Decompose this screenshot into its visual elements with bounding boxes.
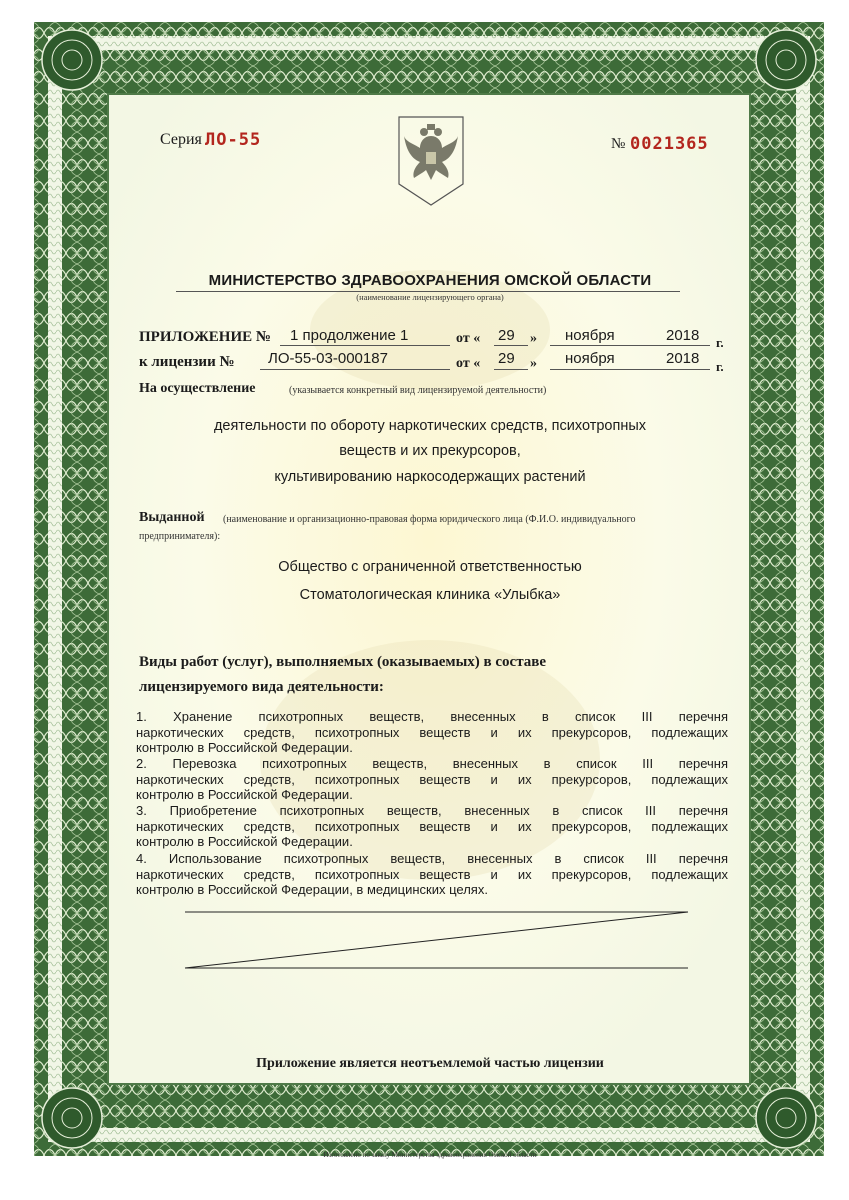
- series-value: ЛО-55: [205, 130, 262, 150]
- works-item-2: 2. Перевозка психотропных веществ, внесенных в список III перечня наркотических средств, психотропных веществ и их прекурсоров, подлежащих контролю в Российской Федерации.: [136, 756, 728, 802]
- license-label: к лицензии №: [139, 354, 235, 370]
- appendix-number: 1 продолжение 1: [290, 327, 409, 344]
- works-item-1: 1. Хранение психотропных веществ, внесенных в список III перечня наркотических средств, психотропных веществ и их прекурсоров, подлежащих контролю в Российской Федерации.: [136, 709, 728, 755]
- appendix-label: ПРИЛОЖЕНИЕ №: [139, 329, 271, 345]
- number-value: 0021365: [630, 134, 709, 154]
- activity-line-2: веществ и их прекурсоров,: [339, 443, 521, 459]
- number-label: №: [611, 136, 626, 152]
- activity-line-3: культивированию наркосодержащих растений: [274, 469, 586, 485]
- issued-line-2: Стоматологическая клиника «Улыбка»: [299, 587, 561, 603]
- license-year: 2018: [666, 350, 700, 367]
- activity-caption: (указывается конкретный вид лицензируемой деятельности): [289, 385, 547, 396]
- license-close: »: [530, 356, 537, 371]
- works-item-3: 3. Приобретение психотропных веществ, внесенных в список III перечня наркотических средств, психотропных веществ и их прекурсоров, подлежащих контролю в Российской Федерации.: [136, 803, 728, 849]
- printer-note: Изготовлено по заказу Министерства здравоохранения Омской области: [323, 1151, 537, 1159]
- issuer-caption: (наименование лицензирующего органа): [356, 292, 504, 302]
- license-number: ЛО-55-03-000187: [268, 350, 388, 367]
- appendix-from: от «: [456, 331, 481, 346]
- footer-note: Приложение является неотъемлемой частью лицензии: [256, 1056, 604, 1071]
- license-month: ноября: [565, 350, 615, 367]
- issued-line-1: Общество с ограниченной ответственностью: [278, 559, 582, 575]
- appendix-close: »: [530, 331, 537, 346]
- works-heading-1: Виды работ (услуг), выполняемых (оказываемых) в составе: [139, 654, 546, 670]
- license-day: 29: [498, 350, 515, 367]
- issued-caption-1: (наименование и организационно-правовая форма юридического лица (Ф.И.О. индивидуального: [223, 514, 636, 525]
- series-label: Серия: [160, 131, 202, 148]
- works-item-4: 4. Использование психотропных веществ, внесенных в список III перечня наркотических средств, психотропных веществ и их прекурсоров, подлежащих контролю в Российской Федерации, в медицинских целях.: [136, 851, 728, 897]
- activity-label: На осуществление: [139, 381, 256, 396]
- issued-caption-2: предпринимателя):: [139, 531, 221, 542]
- license-year-suffix: г.: [716, 359, 724, 374]
- activity-line-1: деятельности по обороту наркотических средств, психотропных: [213, 418, 647, 434]
- appendix-day: 29: [498, 327, 515, 344]
- appendix-month: ноября: [565, 327, 615, 344]
- license-from: от «: [456, 356, 481, 371]
- issuer-name: МИНИСТЕРСТВО ЗДРАВООХРАНЕНИЯ ОМСКОЙ ОБЛАСТИ: [208, 272, 652, 289]
- issued-label: Выданной: [139, 510, 205, 525]
- works-heading-2: лицензируемого вида деятельности:: [139, 679, 384, 695]
- appendix-year-suffix: г.: [716, 335, 724, 350]
- appendix-year: 2018: [666, 327, 700, 344]
